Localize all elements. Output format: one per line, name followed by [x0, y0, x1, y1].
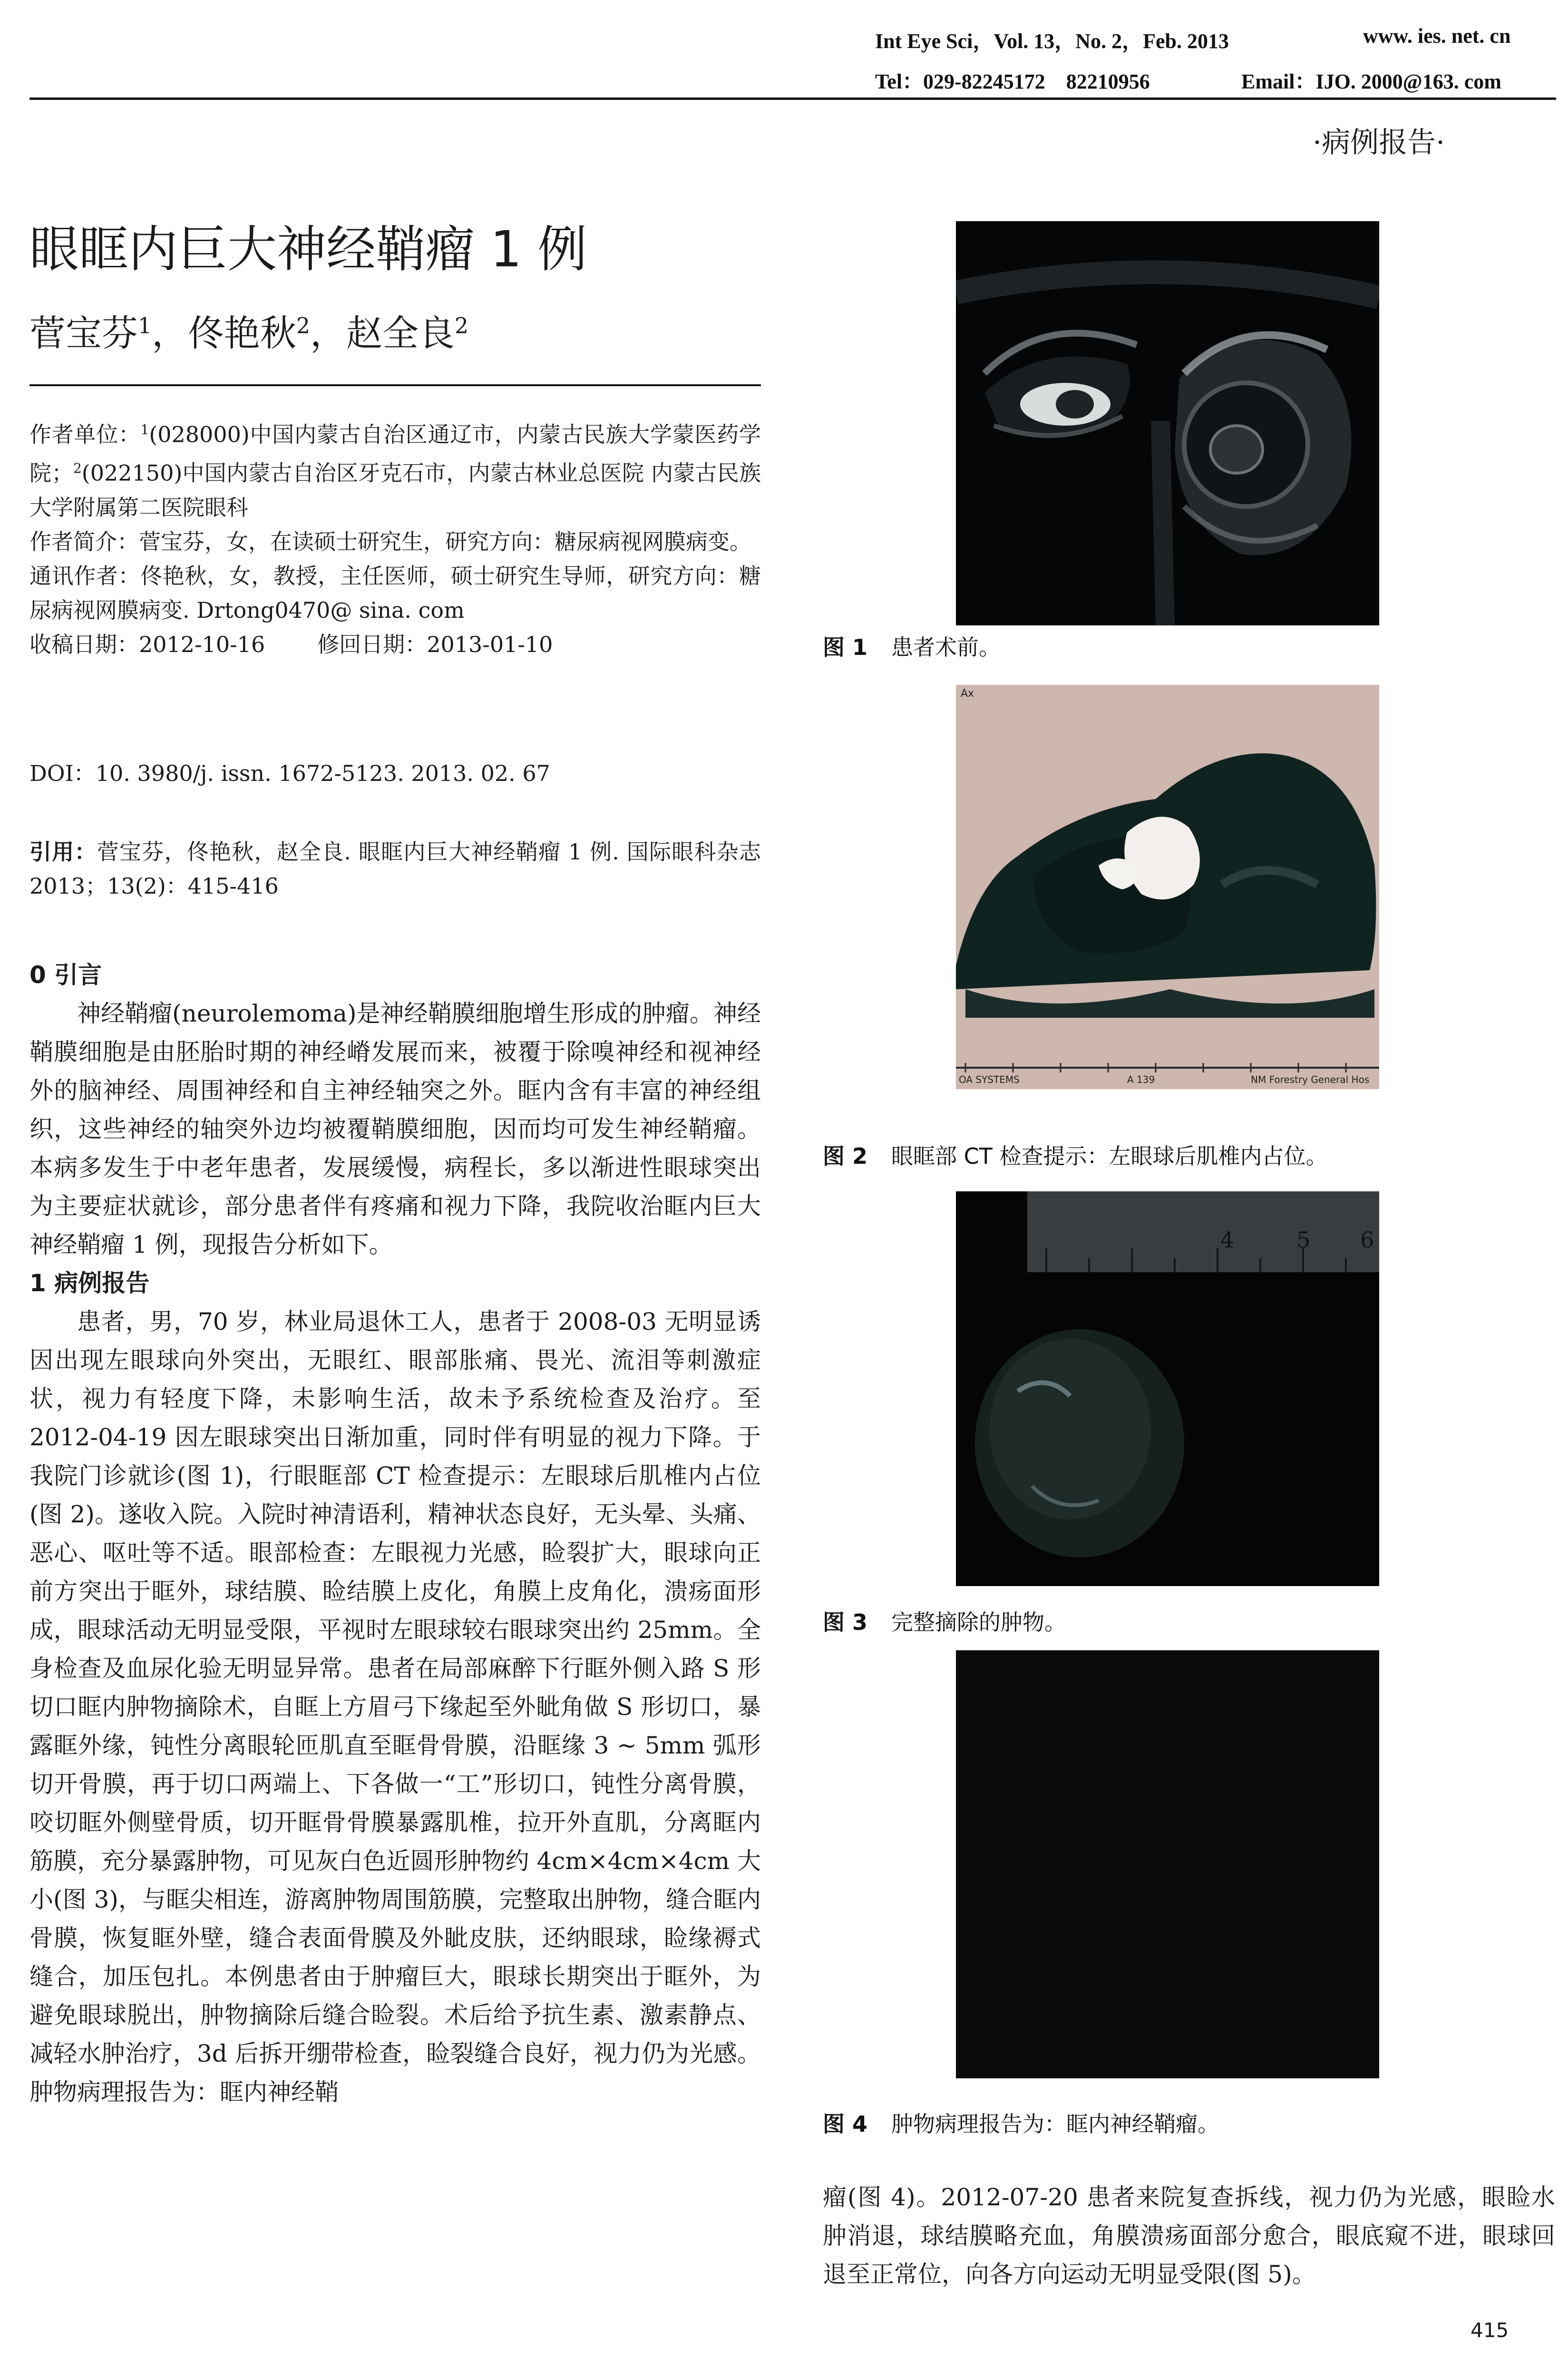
section-heading-intro: 0 引言 [29, 961, 102, 989]
figure-caption-text: 肿物病理报告为：眶内神经鞘瘤。 [891, 2111, 1220, 2137]
paragraph-case: 患者，男，70 岁，林业局退休工人，患者于 2008-03 无明显诱因出现左眼球向外突出，无眼红、眼部胀痛、畏光、流泪等刺激症状，视力有轻度下降，未影响生活，故未予系统检查及治疗。至 2012-04-19 因左眼球突出日渐加重，同时伴有明显的视力下降。于我院门诊就诊(图 1)，行眼眶部 CT 检查提示：左眼球后肌椎内占位(图 2)。遂收入院。入院时神清语利，精神状态良好，无头晕、头痛、恶心、呕吐等不适。眼部检查：左眼视力光感，睑裂扩大，眼球向正前方突出于眶外，球结膜、睑结膜上皮化，角膜上皮角化，溃疡面形成，眼球活动无明显受限，平视时左眼球较右眼球突出约 25mm。全身检查及血尿化验无明显异常。患者在局部麻醉下行眶外侧入路 S 形切口眶内肿物摘除术，自眶上方眉弓下缘起至外眦角做 S 形切口，暴露眶外缘，钝性分离眼轮匝肌直至眶骨骨膜，沿眶缘 3 ~ 5mm 弧形切开骨膜，再于切口两端上、下各做一“工”形切口，钝性分离骨膜，咬切眶外侧壁骨质，切开眶骨骨膜暴露肌椎，拉开外直肌，分离眶内筋膜，充分暴露肿物，可见灰白色近圆形肿物约 4cm×4cm×4cm 大小(图 3)，与眶尖相连，游离肿物周围筋膜，完整取出肿物，缝合眶内骨膜，恢复眶外壁，缝合表面骨膜及外眦皮肤，还纳眼球，睑缘褥式缝合，加压包扎。本例患者由于肿瘤巨大，眼球长期突出于眶外，为避免眼球脱出，肿物摘除后缝合睑裂。术后给予抗生素、激素静点、减轻水肿治疗，3d 后拆开绷带检查，睑裂缝合良好，视力仍为光感。肿物病理报告为：眶内神经鞘 [29, 1308, 761, 2106]
right-column-body [823, 2178, 1555, 2294]
header-rule [29, 97, 1556, 100]
paragraph-continuation: 瘤(图 4)。2012-07-20 患者来院复查拆线，视力仍为光感，眼睑水肿消退，球结膜略充血，角膜溃疡面部分愈合，眼底窥不进，眼球回退至正常位，向各方向运动无明显受限(图 5)。 [823, 2183, 1555, 2288]
figure-2-image [956, 685, 1379, 1089]
figure-caption-text: 完整摘除的肿物。 [891, 1609, 1067, 1635]
figure-number: 图 2 [823, 1143, 868, 1169]
author-name: 佟艳秋 [188, 312, 297, 354]
citation [29, 835, 761, 903]
figure-2-caption [823, 1139, 1328, 1170]
page-number: 415 [1471, 2319, 1509, 2342]
figure-4-caption [823, 2107, 1219, 2138]
ct-overlay-text: NM Forestry General Hos [1251, 1074, 1370, 1085]
ruler-number: 6 [1360, 1227, 1374, 1253]
ct-overlay-text: A 139 [1127, 1074, 1155, 1085]
figure-caption-text: 患者术前。 [891, 634, 1001, 660]
journal-website[interactable]: www. ies. net. cn [1363, 24, 1511, 48]
correspondence: 通讯作者：佟艳秋，女，教授，主任医师，硕士研究生导师，研究方向：糖尿病视网膜病变. Drtong0470@ sina. com [29, 563, 761, 623]
author-metadata [29, 413, 761, 662]
author-affiliation-mark: 1 [138, 313, 152, 339]
excised-mass-illustration [956, 1191, 1379, 1586]
ct-overlay-text: OA SYSTEMS [959, 1074, 1020, 1085]
figure-1-caption [823, 630, 1001, 662]
author-rule [29, 384, 761, 386]
ruler-number: 4 [1220, 1227, 1235, 1253]
author-affiliation-mark: 2 [455, 313, 469, 339]
dates [29, 627, 761, 662]
article-title: 眼眶内巨大神经鞘瘤 1 例 [29, 220, 587, 278]
figure-caption-text: 眼眶部 CT 检查提示：左眼球后肌椎内占位。 [891, 1143, 1328, 1169]
figure-3-caption [823, 1605, 1066, 1637]
figure-number: 图 1 [823, 634, 868, 660]
author-bio: 作者简介：菅宝芬，女，在读硕士研究生，研究方向：糖尿病视网膜病变。 [29, 528, 751, 555]
revised-date: 修回日期：2013-01-10 [317, 631, 553, 657]
author-list: 菅宝芬$^1$，佟艳秋$^2$，赵全良$^2$ [29, 312, 469, 354]
ct-scan-illustration [956, 685, 1379, 1089]
figure-number: 图 4 [823, 2111, 868, 2137]
journal-email[interactable]: Email：IJO. 2000@163. com [1241, 70, 1501, 93]
received-date: 收稿日期：2012-10-16 [29, 631, 265, 657]
citation-label: 引用： [29, 839, 97, 865]
citation-text: 菅宝芬，佟艳秋，赵全良. 眼眶内巨大神经鞘瘤 1 例. 国际眼科杂志 2013；13(2)：415-416 [29, 839, 761, 899]
left-column-body [29, 956, 761, 2112]
affiliation: 作者单位：$^1$(028000)中国内蒙古自治区通辽市，内蒙古民族大学蒙医药学院；$^2$(022150)中国内蒙古自治区牙克石市，内蒙古林业总医院 内蒙古民族大学附属第二医院眼科 [29, 421, 761, 520]
patient-face-illustration [956, 221, 1379, 625]
journal-info: Int Eye Sci，Vol. 13，No. 2，Feb. 2013 [875, 29, 1229, 53]
figure-number: 图 3 [823, 1609, 868, 1635]
author-name: 赵全良 [346, 312, 455, 354]
paragraph-intro: 神经鞘瘤(neurolemoma)是神经鞘膜细胞增生形成的肿瘤。神经鞘膜细胞是由胚胎时期的神经嵴发展而来，被覆于除嗅神经和视神经外的脑神经、周围神经和自主神经轴突之外。眶内含有丰富的神经组织，这些神经的轴突外边均被覆鞘膜细胞，因而均可发生神经鞘瘤。本病多发生于中老年患者，发展缓慢，病程长，多以渐进性眼球突出为主要症状就诊，部分患者伴有疼痛和视力下降，我院收治眶内巨大神经鞘瘤 1 例，现报告分析如下。 [29, 1000, 761, 1258]
journal-tel: Tel：029-82245172 82210956 [875, 70, 1150, 93]
figure-3-image [956, 1191, 1379, 1586]
author-name: 菅宝芬 [29, 312, 138, 354]
figure-1-image [956, 221, 1379, 625]
section-heading-case: 1 病例报告 [29, 1269, 150, 1297]
article-category: ·病例报告· [1313, 126, 1445, 159]
author-affiliation-mark: 2 [296, 313, 311, 339]
doi[interactable]: DOI：10. 3980/j. issn. 1672-5123. 2013. 02. 67 [29, 760, 550, 786]
ct-overlay-text: Ax [961, 688, 974, 700]
figure-4-image [956, 1650, 1379, 2078]
ruler-number: 5 [1296, 1227, 1311, 1253]
